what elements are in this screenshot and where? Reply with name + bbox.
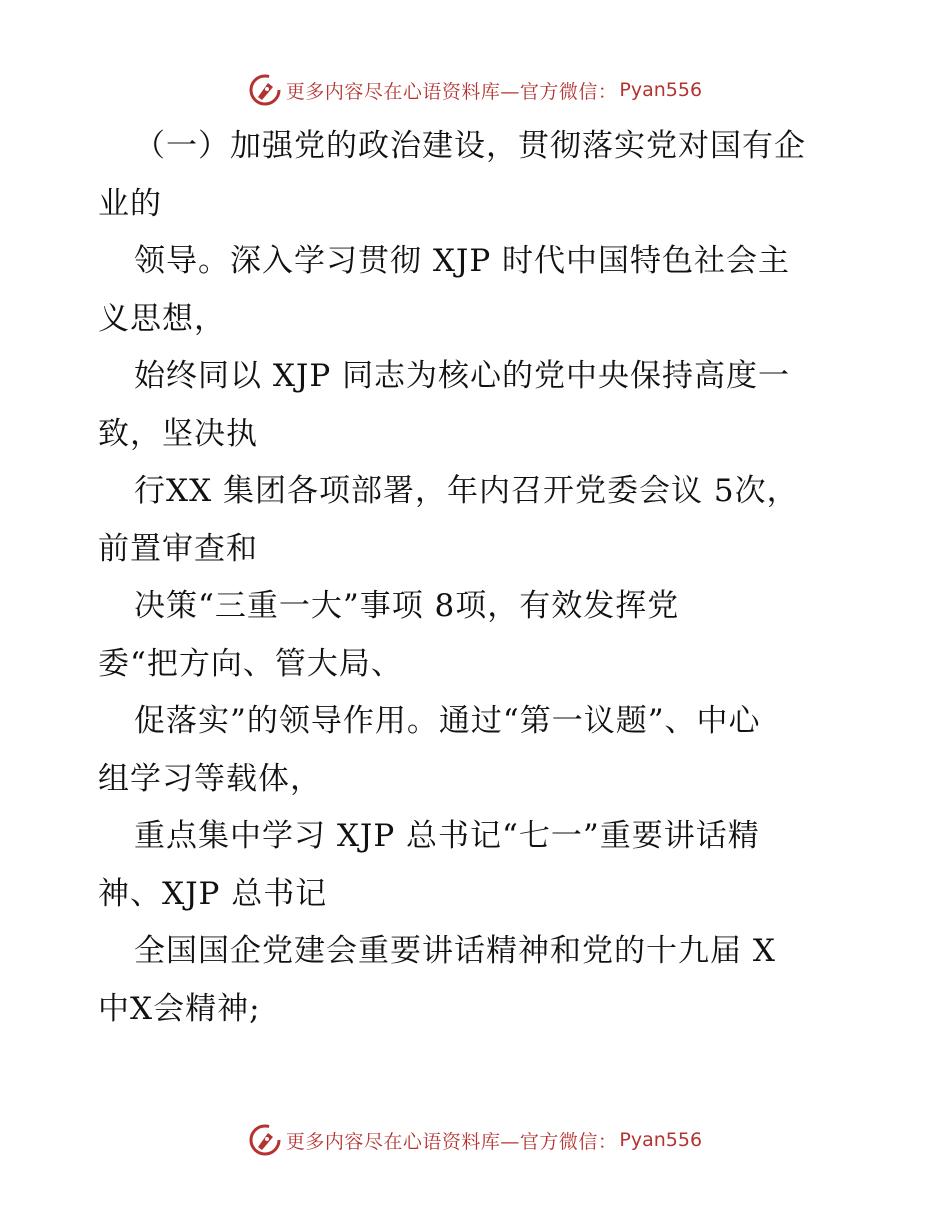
body-line: 全国国企党建会重要讲话精神和党的十九届 X (134, 933, 776, 969)
body-line: 前置审查和 (98, 530, 258, 567)
body-line: 中X会精神; (98, 990, 261, 1027)
body-line: 业的 (98, 185, 162, 222)
body-line: （一）加强党的政治建设，贯彻落实党对国有企 (134, 128, 806, 164)
body-line: 神、XJP 总书记 (98, 875, 328, 912)
watermark-account: Pyan556 (619, 1129, 703, 1151)
footer-watermark (0, 1122, 950, 1158)
body-line: 委“把方向、管大局、 (98, 645, 403, 682)
watermark-text: 更多内容尽在心语资料库—官方微信： (285, 1130, 618, 1153)
document-body (98, 118, 858, 1038)
body-line: 重点集中学习 XJP 总书记“七一”重要讲话精 (134, 818, 760, 854)
body-line: 领导。深入学习贯彻 XJP 时代中国特色社会主 (134, 243, 791, 279)
body-line: 促落实”的领导作用。通过“第一议题”、中心 (134, 703, 761, 739)
watermark-account: Pyan556 (619, 79, 703, 101)
body-line: 义思想， (98, 300, 226, 337)
body-line: 组学习等载体， (98, 760, 322, 797)
body-line: 决策“三重一大”事项 8项，有效发挥党 (134, 588, 680, 624)
pen-nib-logo-icon (248, 1123, 282, 1157)
header-watermark (0, 72, 950, 108)
watermark-text: 更多内容尽在心语资料库—官方微信： (285, 80, 618, 103)
pen-nib-logo-icon (248, 73, 282, 107)
body-line: 致，坚决执 (98, 415, 258, 452)
body-line: 行XX 集团各项部署，年内召开党委会议 5次， (134, 473, 799, 509)
body-line: 始终同以 XJP 同志为核心的党中央保持高度一 (134, 358, 791, 394)
